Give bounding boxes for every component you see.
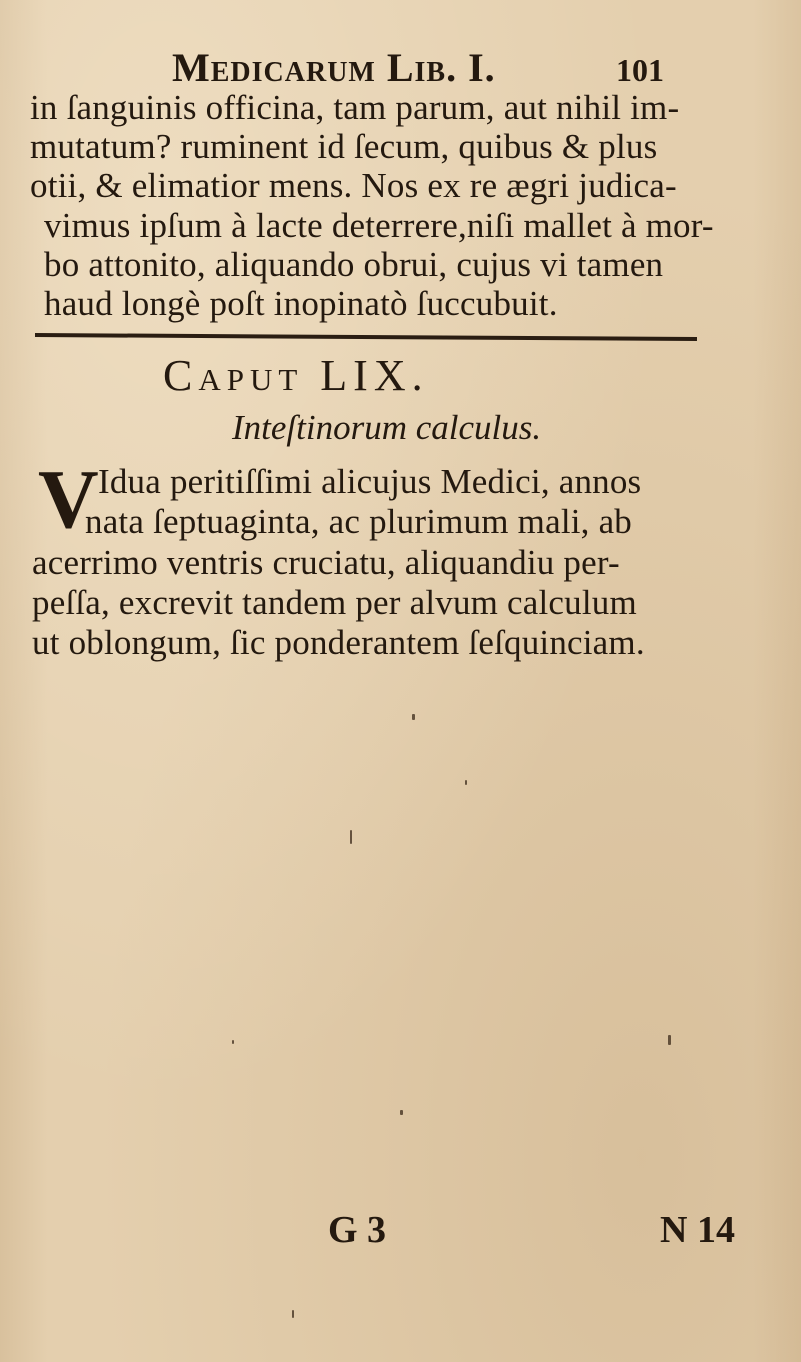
paper-speck: [668, 1035, 671, 1045]
paper-speck: [465, 780, 467, 785]
running-head-title: Medicarum Lib. I.: [172, 45, 496, 90]
paper-speck: [350, 830, 352, 844]
section-rule: [35, 333, 697, 341]
paper-speck: [232, 1040, 234, 1044]
catchword-mark: N 14: [660, 1209, 735, 1251]
paper-speck: [412, 714, 415, 720]
chapter-heading: Caput LIX.: [163, 351, 429, 400]
paper-speck: [292, 1310, 294, 1318]
signature-mark: G 3: [328, 1209, 387, 1251]
text-line: acerrimo ventris cruciatu, aliquandiu per-: [32, 543, 620, 582]
page-number: 101: [616, 52, 664, 88]
text-line: haud longè poſt inopinatò ſuccubuit.: [44, 284, 558, 323]
text-line: nata ſeptuaginta, ac plurimum mali, ab: [85, 502, 633, 541]
text-line: vimus ipſum à lacte deterrere,niſi mallet à mor-: [44, 206, 714, 245]
drop-cap: V: [38, 453, 99, 546]
text-line: mutatum? ruminent id ſecum, quibus & plus: [30, 127, 658, 166]
text-line: bo attonito, aliquando obrui, cujus vi tamen: [44, 245, 664, 284]
text-line: otii, & elimatior mens. Nos ex re ægri judica-: [30, 166, 677, 205]
text-line: ut oblongum, ſic ponderantem ſeſquinciam.: [32, 623, 645, 662]
text-line: peſſa, excrevit tandem per alvum calculum: [32, 583, 637, 622]
text-line: in ſanguinis officina, tam parum, aut nihil im-: [30, 88, 680, 127]
paper-speck: [400, 1110, 403, 1115]
running-head: [172, 44, 772, 90]
chapter-subtitle: Inteſtinorum calculus.: [232, 408, 542, 447]
text-line: Idua peritiſſimi alicujus Medici, annos: [98, 462, 642, 501]
